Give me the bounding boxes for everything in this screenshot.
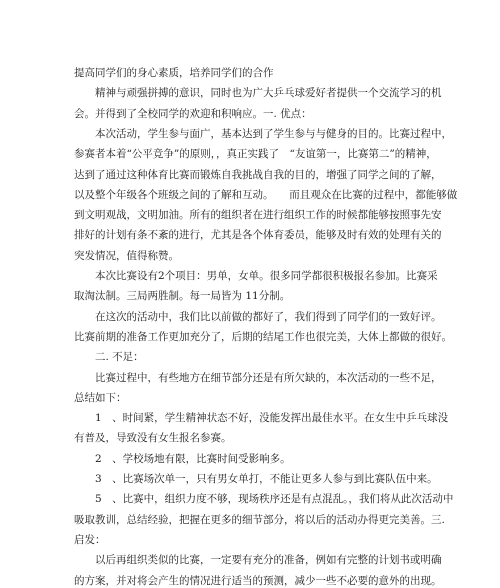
text-line: 参赛者本着“公平竞争”的原则，，真正实践了 “友谊第一，比赛第二”的精神， bbox=[74, 148, 437, 161]
text-line: 吸取教训，总结经验，把握在更多的细节部分，将以后的活动办得更完美善。三. bbox=[74, 513, 445, 526]
text-line: 排好的计划有条不紊的进行，尤其是各个体育委员，能够及时有效的处理有关的 bbox=[74, 229, 442, 242]
text-line: 会。并得到了全校同学的欢迎和积响应。一. 优点： bbox=[74, 107, 312, 120]
text-line: 的方案，并对将会产生的情况进行适当的预测，减少一些不必要的意外的出现。 bbox=[74, 574, 442, 587]
text-line: 本次比赛设有2个项目：男单，女单。很多同学都很积极报名参加。比赛采 bbox=[95, 270, 438, 282]
text-line: 2 、学校场地有限，比赛时间受影响多。 bbox=[95, 452, 291, 465]
text-line: 二. 不足： bbox=[95, 351, 144, 364]
text-line: 提高同学们的身心素质，培养同学们的合作 bbox=[74, 67, 274, 79]
text-line: 有普及，导致没有女生报名参赛。 bbox=[74, 432, 232, 445]
text-line: 比赛过程中，有些地方在细节部分还是有所欠缺的，本次活动的一些不足， bbox=[95, 371, 442, 384]
text-line: 5 、比赛中，组织力度不够，现场秩序还是有点混乱。，我们将从此次活动中 bbox=[95, 493, 454, 506]
text-line: 总结如下： bbox=[74, 391, 127, 404]
text-line: 突发情况，值得称赞。 bbox=[74, 249, 179, 262]
text-line: 本次活动，学生参与面广，基本达到了学生参与与健身的目的。比赛过程中， bbox=[95, 127, 452, 140]
text-line: 精神与顽强拼搏的意识，同时也为广大乒乓球爱好者提供一个交流学习的机 bbox=[95, 87, 442, 100]
text-line: 3 、比赛场次单一，只有男女单打，不能让更多人参与到比赛队伍中来。 bbox=[95, 473, 438, 485]
text-line: 以及整个年级各个班级之间的了解和互动。 而且观众在比赛的过程中，都能够做 bbox=[74, 188, 458, 201]
text-line: 以后再组织类似的比赛，一定要有充分的准备，例如有完整的计划书或明确 bbox=[95, 554, 442, 567]
text-line: 在这次的活动中，我们比以前做的都好了，我们得到了同学们的一致好评。 bbox=[95, 310, 442, 323]
text-line: 达到了通过这种体育比赛而锻炼自我挑战自我的目的，增强了同学之间的了解， bbox=[74, 168, 442, 181]
text-line: 取淘汰制。三局两胜制。每一局皆为 11分制。 bbox=[74, 290, 291, 303]
text-line: 启发： bbox=[74, 533, 106, 546]
text-line: 1 、时间紧，学生精神状态不好，没能发挥出最佳水平。在女生中乒乓球没 bbox=[95, 412, 449, 425]
text-line: 比赛前期的准备工作更加充分了，后期的结尾工作也很完美，大体上都做的很好。 bbox=[74, 330, 452, 343]
text-line: 到文明观战，文明加油。所有的组织者在进行组织工作的时候都能够按照事先安 bbox=[74, 209, 442, 222]
